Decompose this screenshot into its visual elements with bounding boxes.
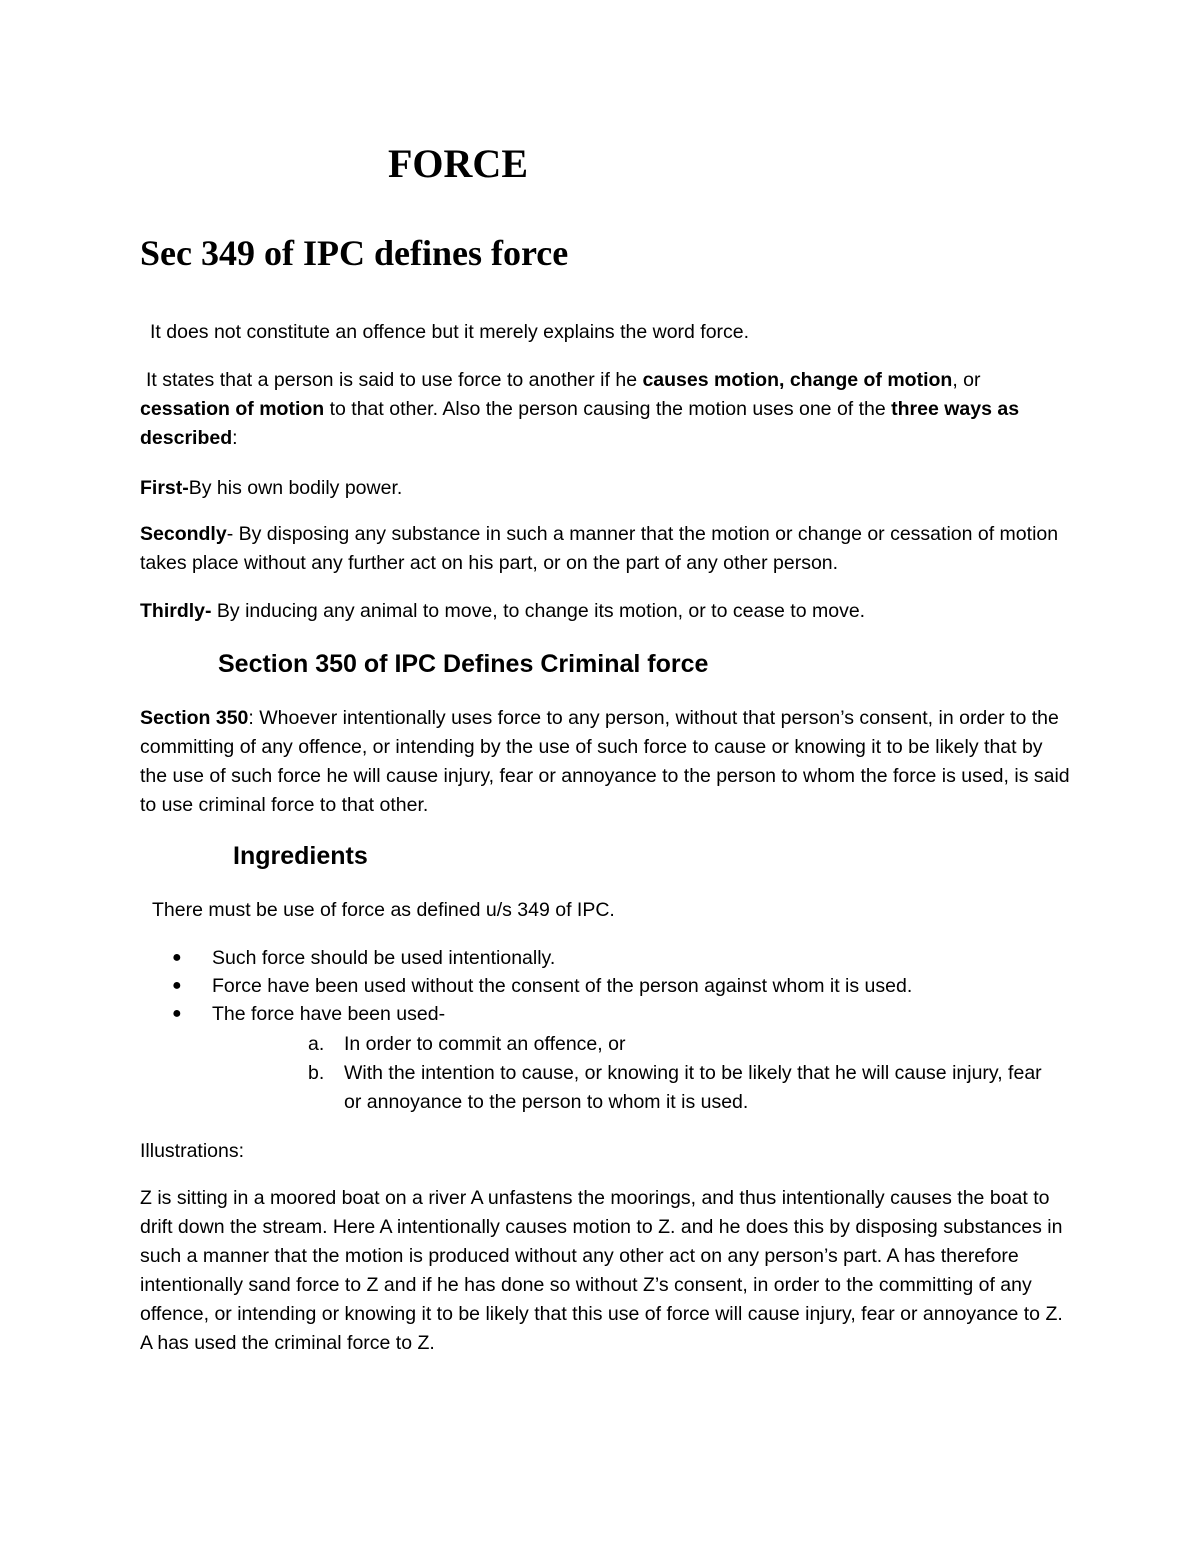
- list-item: ● Such force should be used intentionally.: [172, 944, 1052, 972]
- sec350-heading: Section 350 of IPC Defines Criminal force: [218, 650, 709, 678]
- bullet-icon: ●: [172, 949, 182, 966]
- ingredients-list: [172, 944, 1052, 1028]
- list-item: a. In order to commit an offence, or: [308, 1033, 626, 1055]
- way-thirdly: Thirdly- By inducing any animal to move, to change its motion, or to cease to move.: [140, 600, 866, 622]
- illustrations-label: Illustrations:: [140, 1140, 245, 1162]
- sec349-intro: It does not constitute an offence but it merely explains the word force.: [150, 321, 750, 343]
- bullet-icon: ●: [172, 1005, 182, 1022]
- way-secondly: Secondly- By disposing any substance in such a manner that the motion or change or cessation of motion takes place without any further act on his part, or on the part of any other person.: [140, 523, 1059, 574]
- list-item: ● Force have been used without the consent of the person against whom it is used.: [172, 972, 1052, 1000]
- sec349-definition: It states that a person is said to use force to another if he causes motion, change of motion, or cessation of motion to that other. Also the person causing the motion uses one of the three ways as described:: [140, 369, 1020, 449]
- sec349-heading: Sec 349 of IPC defines force: [140, 233, 569, 273]
- ingredients-heading: Ingredients: [233, 842, 368, 870]
- document-title: FORCE: [388, 141, 528, 186]
- ingredients-intro: There must be use of force as defined u/s 349 of IPC.: [152, 899, 615, 921]
- list-item: b. With the intention to cause, or knowing it to be likely that he will cause injury, fear or annoyance to the person to whom it is used.: [308, 1062, 1042, 1113]
- sec350-definition: Section 350: Whoever intentionally uses force to any person, without that person’s consent, in order to the committing of any offence, or intending by the use of such force to cause or knowing it to be likely that by the use of such force he will cause injury, fear or annoyance to the person to whom the force is used, is said to use criminal force to that other.: [140, 707, 1070, 816]
- way-first: First-By his own bodily power.: [140, 477, 403, 499]
- list-item: ● The force have been used-: [172, 1000, 1052, 1028]
- bullet-icon: ●: [172, 977, 182, 994]
- illustrations-text: Z is sitting in a moored boat on a river A unfastens the moorings, and thus intentionally causes the boat to drift down the stream. Here A intentionally causes motion to Z. and he does this by disposing substances in such a manner that the motion is produced without any other act on any person’s part. A has therefore intentionally sand force to Z and if he has done so without Z’s consent, in order to the committing of any offence, or intending or knowing it to be likely that this use of force will cause injury, fear or annoyance to Z. A has used the criminal force to Z.: [140, 1187, 1063, 1354]
- ingredients-sublist: [308, 1030, 1048, 1117]
